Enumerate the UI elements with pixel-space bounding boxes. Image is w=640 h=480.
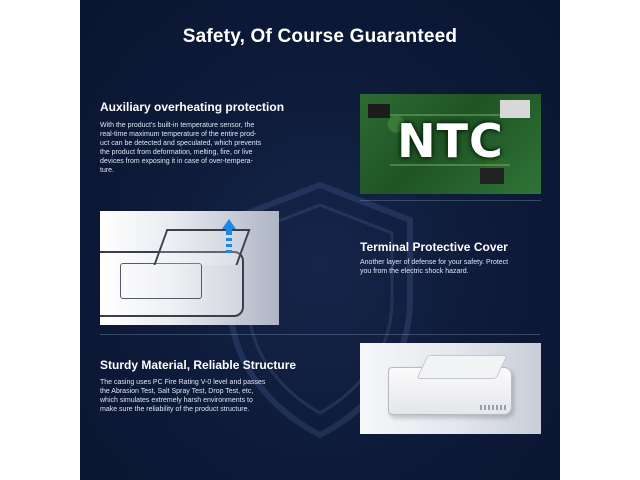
ntc-label: NTC <box>397 114 504 168</box>
body-line: make sure the reliability of the product structure. <box>100 406 250 413</box>
body-line: The casing uses PC Fire Rating V-0 level and passes <box>100 379 266 386</box>
ntc-pcb-image <box>360 94 541 194</box>
section-body-overheating <box>100 121 290 175</box>
body-line: With the product's built-in temperature sensor, the <box>100 122 255 129</box>
body-line: devices from exposing it in case of over-tempera- <box>100 158 253 165</box>
terminal-cover-image <box>100 211 279 325</box>
content-panel <box>80 0 560 480</box>
section-heading-overheating: Auxiliary overheating protection <box>100 100 285 114</box>
page-title: Safety, Of Course Guaranteed <box>182 26 458 47</box>
section-heading-material: Sturdy Material, Reliable Structure <box>100 358 297 372</box>
body-line: which simulates extremely harsh environments to <box>100 397 253 404</box>
section-body-material <box>100 378 300 414</box>
body-line: Another layer of defense for your safety. Protect <box>360 259 509 266</box>
section-heading-cover: Terminal Protective Cover <box>360 240 508 254</box>
device-casing-image <box>360 343 541 434</box>
body-line: the Abrasion Test, Salt Spray Test, Drop Test, etc, <box>100 388 254 395</box>
body-line: ture. <box>100 167 115 174</box>
arrow-up-icon <box>222 219 236 255</box>
body-line: the product from deformation, melting, fire, or live <box>100 149 253 156</box>
body-line: real-time maximum temperature of the entire prod- <box>100 131 257 138</box>
body-line: you from the electric shock hazard. <box>360 268 469 275</box>
divider <box>360 200 541 201</box>
section-body-cover <box>360 258 545 276</box>
body-line: uct can be detected and speculated, which prevents <box>100 140 262 147</box>
divider <box>100 334 540 335</box>
